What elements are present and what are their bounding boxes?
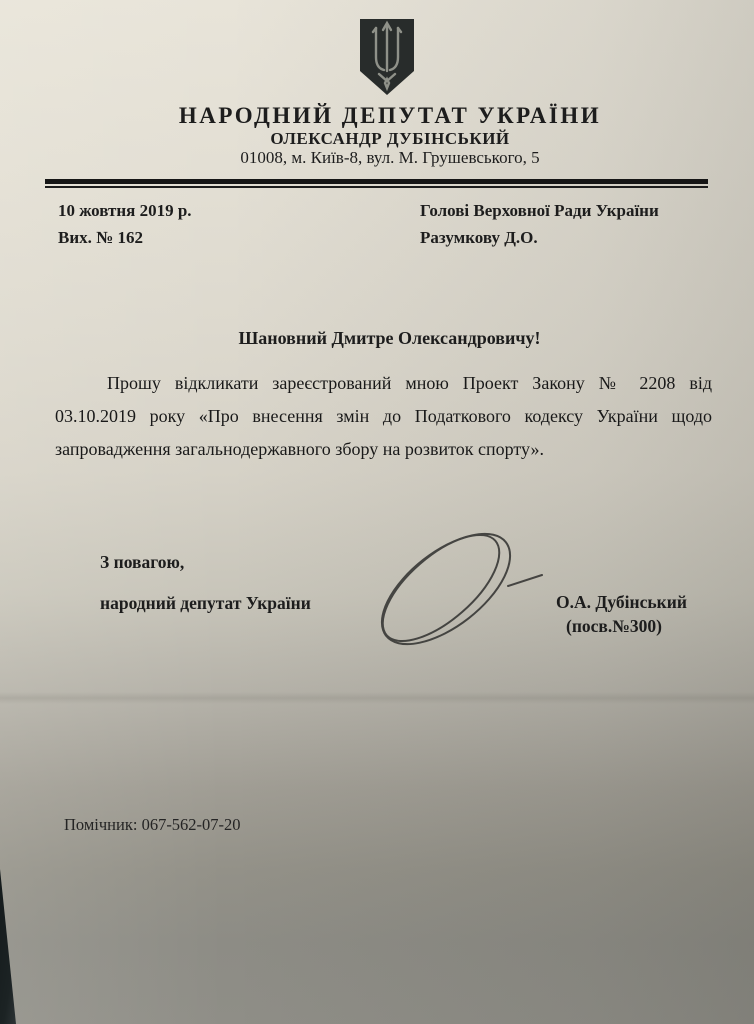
- recipient-block: [420, 197, 659, 251]
- closing-block: [100, 552, 311, 613]
- letterhead-deputy-name: ОЛЕКСАНДР ДУБІНСЬКИЙ: [270, 129, 510, 148]
- body-line: Прошу відкликати зареєстрований мною Проект Закону № 2208 від: [107, 373, 712, 393]
- table-background-corner: [0, 869, 16, 1024]
- letterhead-title: НАРОДНИЙ ДЕПУТАТ УКРАЇНИ: [178, 103, 602, 128]
- signer-name: О.А. Дубінський: [556, 592, 687, 612]
- signer-name-block: [556, 590, 687, 638]
- signer-title: народний депутат України: [100, 593, 311, 613]
- ukraine-trident-emblem-icon: [356, 16, 418, 98]
- letter-date: 10 жовтня 2019 р.: [58, 201, 192, 220]
- recipient-title: Голові Верховної Ради України: [420, 201, 659, 220]
- assistant-phone: 067-562-07-20: [141, 815, 241, 834]
- body-line: 03.10.2019 року «Про внесення змін до Податкового кодексу України щодо: [55, 406, 712, 426]
- outgoing-number: Вих. № 162: [58, 228, 143, 247]
- handwritten-signature: [368, 526, 560, 654]
- letterhead-divider: [45, 179, 708, 188]
- paper-fold-shadow: [0, 692, 754, 704]
- salutation: Шановний Дмитре Олександровичу!: [238, 328, 541, 348]
- assistant-label: Помічник:: [64, 815, 138, 834]
- recipient-name: Разумкову Д.О.: [420, 228, 538, 247]
- date-reference-block: [58, 197, 192, 251]
- letterhead-address: 01008, м. Київ-8, вул. М. Грушевського, 5: [240, 148, 540, 167]
- valediction: З повагою,: [100, 552, 185, 572]
- body-paragraph: [55, 367, 712, 466]
- signer-credential: (посв.№300): [566, 616, 662, 636]
- body-line: запровадження загальнодержавного збору на розвиток спорту».: [55, 439, 544, 459]
- assistant-contact: [64, 815, 241, 835]
